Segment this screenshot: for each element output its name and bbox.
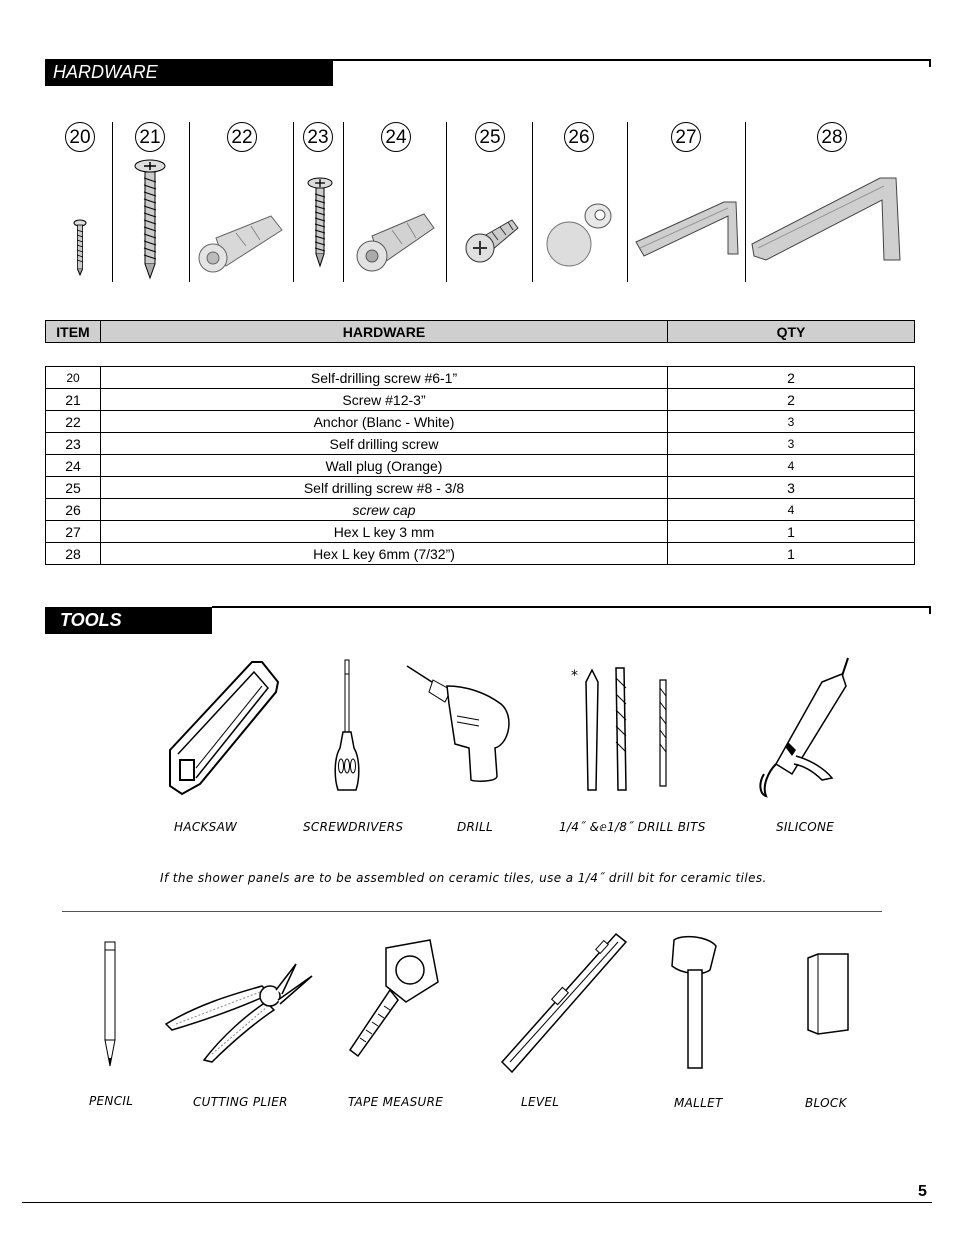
level-icon bbox=[498, 930, 630, 1076]
hardware-table-header bbox=[45, 320, 915, 343]
item-cell: 27 bbox=[46, 521, 101, 543]
tool-label-screwdrivers: SCREWDRIVERS bbox=[303, 820, 404, 834]
hardware-cell: Hex L key 6mm (7/32”) bbox=[101, 543, 668, 565]
anchor-icon bbox=[196, 208, 286, 276]
hardware-cell: Hex L key 3 mm bbox=[101, 521, 668, 543]
tool-label-block: BLOCK bbox=[805, 1096, 847, 1110]
item-cell: 23 bbox=[46, 433, 101, 455]
hardware-number-28: 28 bbox=[817, 122, 847, 152]
item-cell: 24 bbox=[46, 455, 101, 477]
hardware-divider bbox=[745, 122, 746, 282]
hardware-cell: Self drilling screw #8 - 3/8 bbox=[101, 477, 668, 499]
page-number: 5 bbox=[918, 1183, 927, 1200]
column-header-item: ITEM bbox=[46, 321, 101, 343]
hardware-cell: Self drilling screw bbox=[101, 433, 668, 455]
hardware-number-20: 20 bbox=[65, 122, 95, 152]
tool-label-pencil: PENCIL bbox=[89, 1094, 134, 1108]
screw-cap-icon bbox=[543, 202, 617, 272]
hardware-number-24: 24 bbox=[381, 122, 411, 152]
drilling-screw-icon bbox=[462, 214, 522, 270]
mallet-icon bbox=[668, 934, 720, 1070]
hardware-divider bbox=[343, 122, 344, 282]
qty-cell: 2 bbox=[668, 367, 915, 389]
drill-icon bbox=[405, 664, 515, 784]
tools-section-rule bbox=[212, 606, 931, 608]
hardware-divider bbox=[112, 122, 113, 282]
table-row bbox=[46, 521, 915, 543]
item-cell: 21 bbox=[46, 389, 101, 411]
tools-section-tick bbox=[929, 606, 931, 614]
tool-label-level: LEVEL bbox=[521, 1095, 560, 1109]
hardware-cell: Anchor (Blanc - White) bbox=[101, 411, 668, 433]
table-row bbox=[46, 455, 915, 477]
medium-screw-icon bbox=[306, 176, 334, 268]
item-cell: 25 bbox=[46, 477, 101, 499]
table-row bbox=[46, 367, 915, 389]
hardware-cell: Wall plug (Orange) bbox=[101, 455, 668, 477]
item-cell: 26 bbox=[46, 499, 101, 521]
table-row bbox=[46, 477, 915, 499]
tool-label-mallet: MALLET bbox=[674, 1096, 723, 1110]
qty-cell: 4 bbox=[668, 499, 915, 521]
tools-section-title: TOOLS bbox=[45, 607, 212, 634]
tool-label-silicone: SILICONE bbox=[776, 820, 835, 834]
hardware-number-23: 23 bbox=[303, 122, 333, 152]
hardware-divider bbox=[532, 122, 533, 282]
hardware-number-22: 22 bbox=[227, 122, 257, 152]
tool-label-tape-measure: TAPE MEASURE bbox=[348, 1095, 444, 1109]
qty-cell: 2 bbox=[668, 389, 915, 411]
hardware-cell: Self-drilling screw #6-1” bbox=[101, 367, 668, 389]
qty-cell: 3 bbox=[668, 477, 915, 499]
hardware-number-21: 21 bbox=[135, 122, 165, 152]
drill-bit-asterisk: * bbox=[571, 668, 579, 684]
footer-rule bbox=[22, 1202, 932, 1203]
block-icon bbox=[806, 952, 850, 1036]
hardware-divider bbox=[189, 122, 190, 282]
qty-cell: 3 bbox=[668, 433, 915, 455]
tools-divider bbox=[62, 911, 882, 912]
tool-label-cutting-plier: CUTTING PLIER bbox=[193, 1095, 288, 1109]
hardware-number-27: 27 bbox=[671, 122, 701, 152]
hardware-divider bbox=[293, 122, 294, 282]
table-row bbox=[46, 411, 915, 433]
hex-key-small-icon bbox=[632, 198, 744, 260]
qty-cell: 3 bbox=[668, 411, 915, 433]
item-cell: 20 bbox=[46, 367, 101, 389]
column-header-qty: QTY bbox=[668, 321, 915, 343]
pencil-icon bbox=[100, 940, 120, 1068]
tool-label-hacksaw: HACKSAW bbox=[174, 820, 238, 834]
drill-bits-icon bbox=[578, 666, 674, 794]
tool-label-drill-bits: 1/4˝ &ⅇ1/8˝ DRILL BITS bbox=[559, 820, 706, 834]
table-row bbox=[46, 389, 915, 411]
hardware-cell: Screw #12-3” bbox=[101, 389, 668, 411]
wall-plug-icon bbox=[352, 208, 438, 276]
hardware-divider bbox=[627, 122, 628, 282]
item-cell: 22 bbox=[46, 411, 101, 433]
qty-cell: 1 bbox=[668, 543, 915, 565]
tool-label-drill: DRILL bbox=[457, 820, 493, 834]
tape-measure-icon bbox=[346, 938, 442, 1060]
hacksaw-icon bbox=[166, 658, 282, 798]
caulking-gun-icon bbox=[752, 656, 852, 800]
long-screw-icon bbox=[133, 158, 167, 280]
hardware-divider bbox=[446, 122, 447, 282]
table-row bbox=[46, 499, 915, 521]
hardware-section-tick bbox=[929, 59, 931, 67]
item-cell: 28 bbox=[46, 543, 101, 565]
table-row bbox=[46, 433, 915, 455]
hex-key-large-icon bbox=[748, 172, 906, 264]
table-row bbox=[46, 543, 915, 565]
qty-cell: 4 bbox=[668, 455, 915, 477]
plier-icon bbox=[162, 962, 314, 1062]
small-screw-icon bbox=[70, 218, 90, 276]
hardware-table bbox=[45, 366, 915, 565]
hardware-number-25: 25 bbox=[475, 122, 505, 152]
qty-cell: 1 bbox=[668, 521, 915, 543]
column-header-hardware: HARDWARE bbox=[101, 321, 668, 343]
hardware-section-title: HARDWARE bbox=[45, 59, 333, 86]
screwdriver-icon bbox=[330, 658, 364, 796]
hardware-cell: screw cap bbox=[101, 499, 668, 521]
ceramic-tiles-note: If the shower panels are to be assembled on ceramic tiles, use a 1/4˝ drill bit for ceramic tiles. bbox=[160, 871, 767, 885]
hardware-section-rule bbox=[333, 59, 931, 61]
hardware-number-26: 26 bbox=[564, 122, 594, 152]
